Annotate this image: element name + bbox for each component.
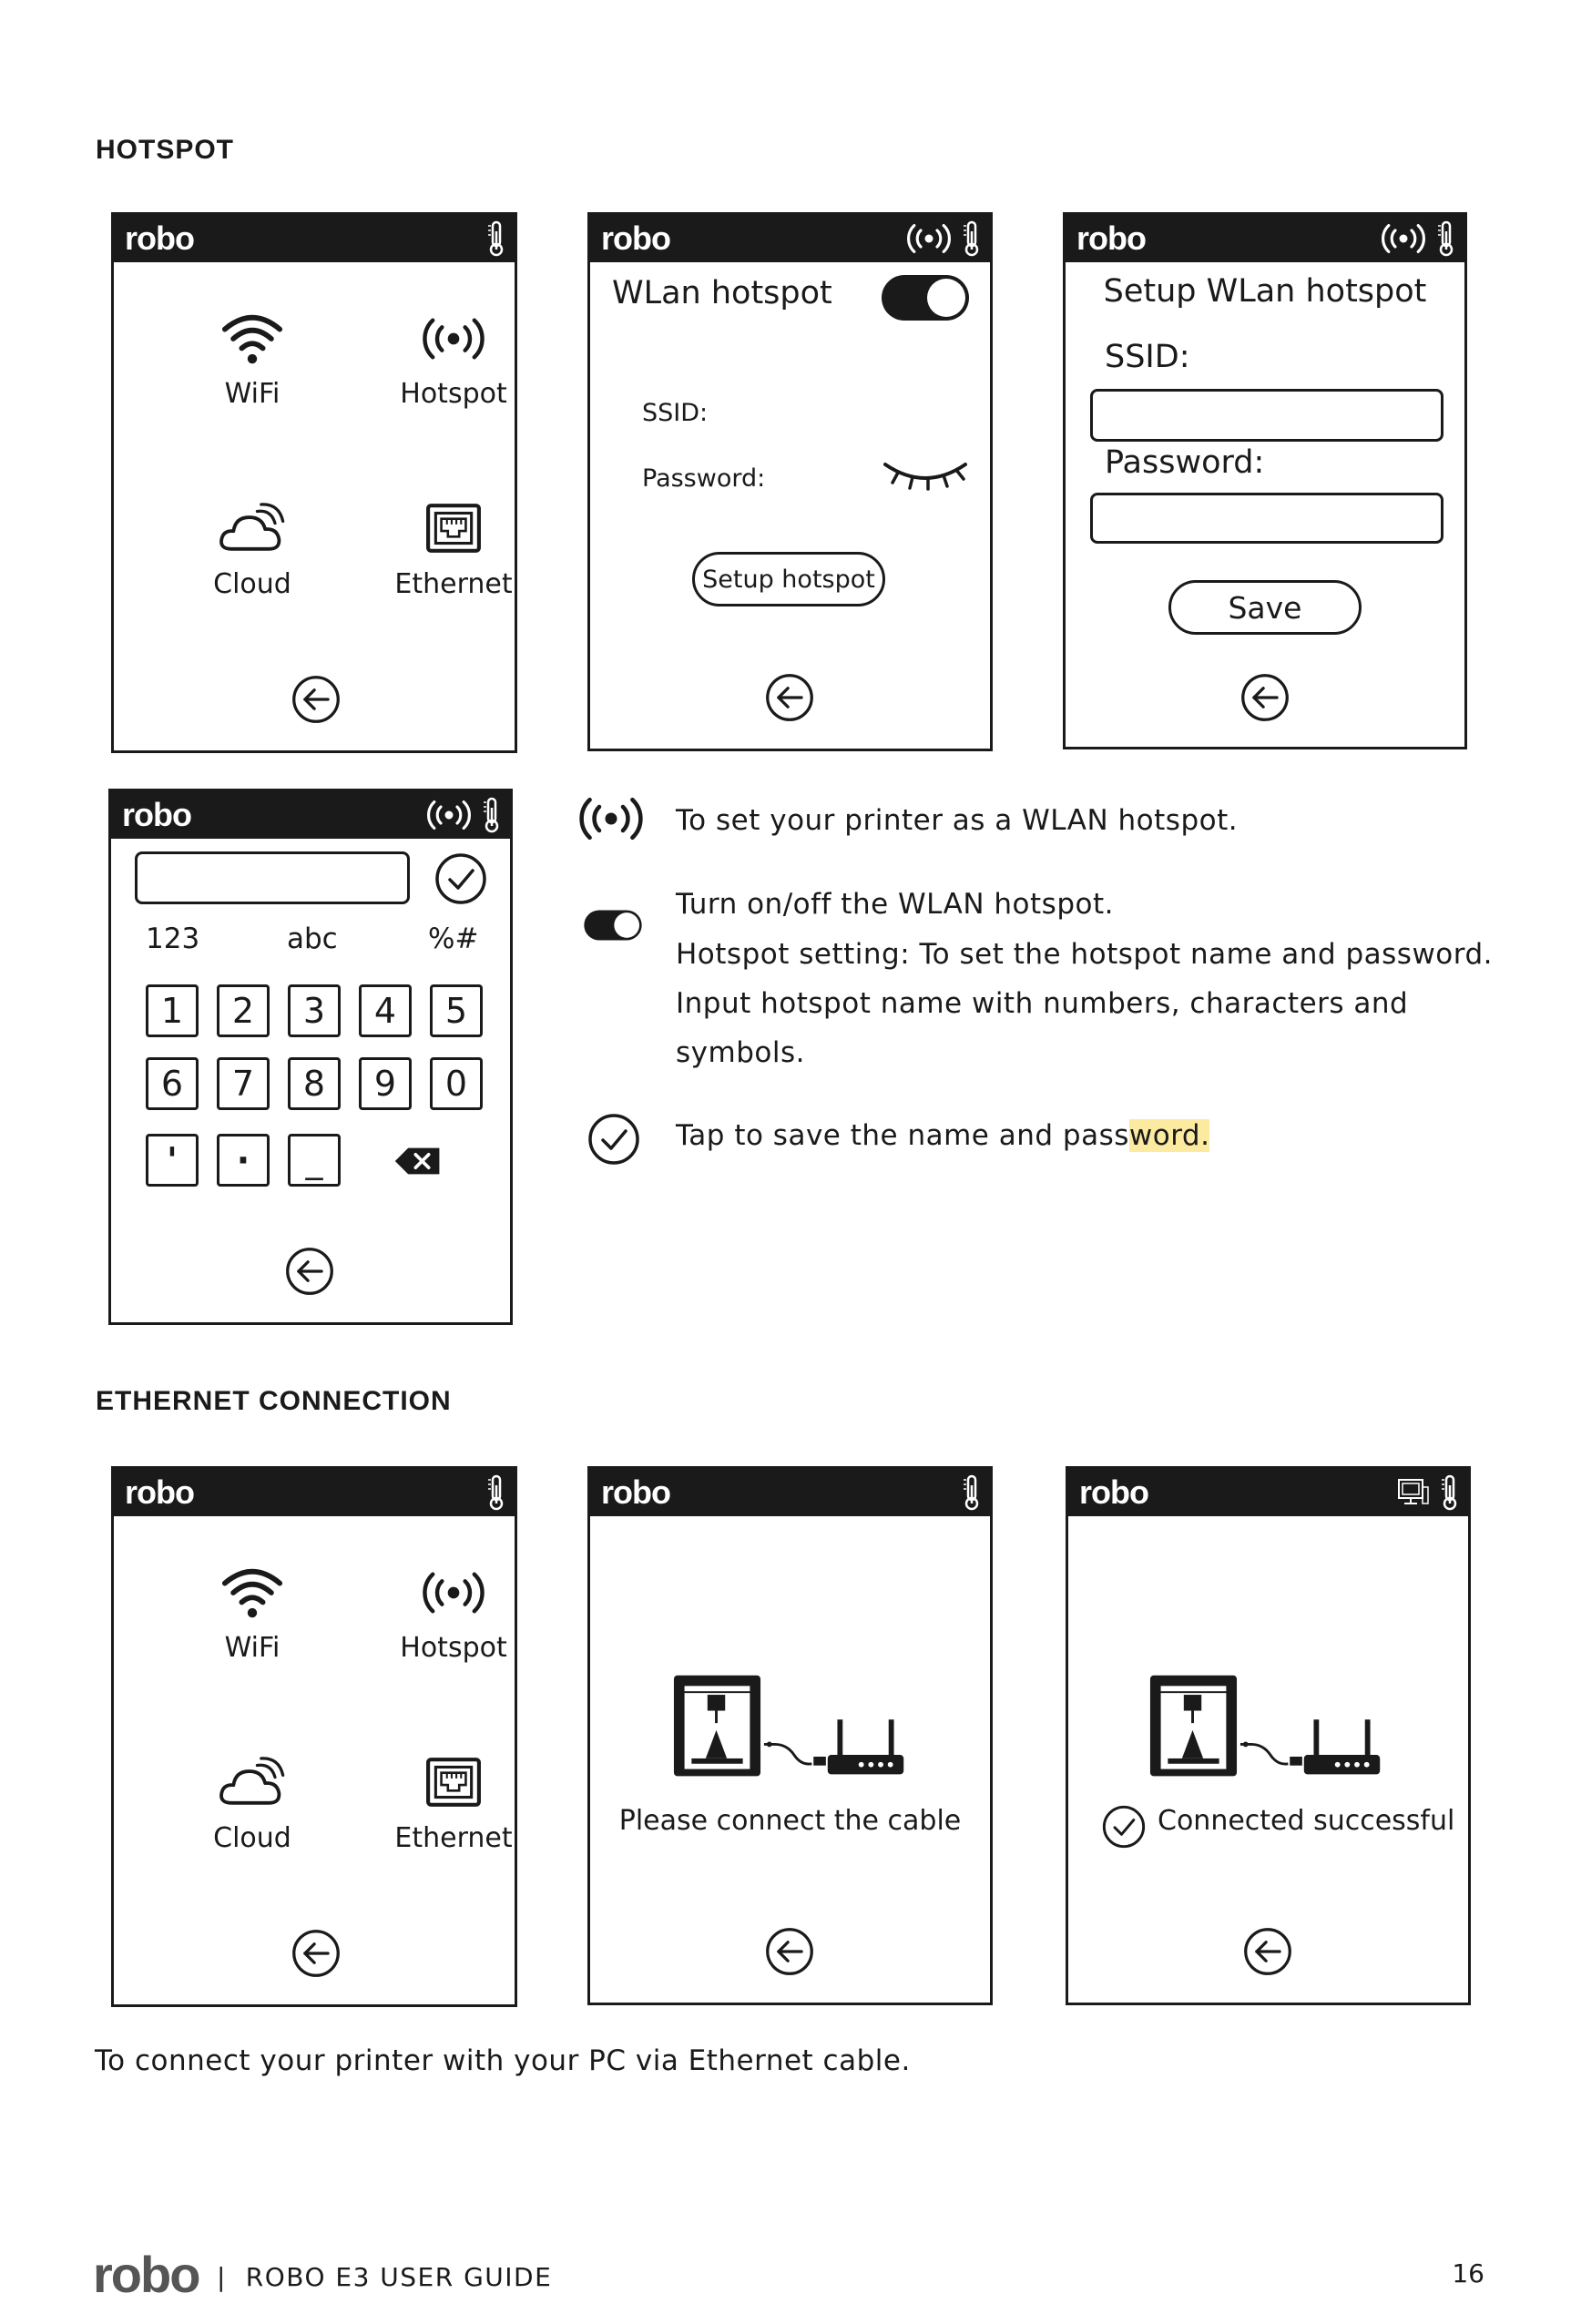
thermometer-icon [487, 220, 505, 257]
menu-label-hotspot: Hotspot [400, 378, 507, 410]
menu-label-cloud: Cloud [213, 1822, 291, 1854]
brand-logo: robo [125, 1473, 194, 1511]
screen-keyboard [108, 789, 513, 1325]
key-1[interactable]: 1 [146, 984, 199, 1037]
page-number: 16 [1452, 2258, 1484, 2288]
screen-header [590, 215, 990, 262]
key-2[interactable]: 2 [217, 984, 270, 1037]
menu-tile-ethernet[interactable] [381, 1755, 526, 1854]
hotspot-status-icon [1379, 222, 1428, 255]
screen-header [111, 791, 510, 839]
tab-symbols[interactable]: %# [428, 922, 479, 955]
key-9[interactable]: 9 [359, 1057, 412, 1110]
key-0[interactable]: 0 [430, 1057, 483, 1110]
screen-ethernet-connect [587, 1466, 993, 2005]
desc-save [676, 1111, 1209, 1160]
key-3[interactable]: 3 [288, 984, 341, 1037]
brand-logo: robo [1079, 1473, 1148, 1511]
thermometer-icon [1441, 1474, 1459, 1511]
hotspot-icon [419, 1566, 488, 1619]
screen-ethernet-connected [1066, 1466, 1471, 2005]
save-button[interactable]: Save [1168, 580, 1362, 635]
back-arrow-icon[interactable] [284, 1246, 335, 1297]
tab-numbers[interactable]: 123 [146, 922, 200, 955]
menu-label-ethernet: Ethernet [394, 568, 513, 600]
back-arrow-icon[interactable] [1239, 672, 1290, 723]
key-4[interactable]: 4 [359, 984, 412, 1037]
desc-hotspot: To set your printer as a WLAN hotspot. [676, 804, 1239, 837]
brand-logo: robo [601, 1473, 670, 1511]
screen-header [1068, 1469, 1468, 1516]
ethernet-icon [425, 1755, 482, 1809]
setup-hotspot-button[interactable]: Setup hotspot [692, 552, 885, 606]
hotspot-legend-icon [576, 791, 647, 846]
back-arrow-icon[interactable] [764, 672, 815, 723]
wifi-icon [219, 1566, 285, 1619]
back-arrow-icon[interactable] [1242, 1926, 1293, 1977]
keyboard-input[interactable] [135, 851, 410, 904]
brand-logo: robo [125, 219, 194, 257]
menu-tile-hotspot[interactable] [381, 312, 526, 410]
screen-main-menu-2 [111, 1466, 517, 2007]
desc-toggle-line4: symbols. [676, 1036, 805, 1069]
printer-router-icon [1148, 1673, 1387, 1780]
setup-password-label: Password: [1105, 444, 1265, 481]
hotspot-icon [419, 312, 488, 365]
check-legend-icon [587, 1112, 641, 1167]
thermometer-icon [963, 220, 981, 257]
key-underscore[interactable]: _ [288, 1134, 341, 1187]
password-label: Password: [642, 464, 766, 493]
thermometer-icon [963, 1474, 981, 1511]
password-input[interactable] [1090, 493, 1443, 544]
desc-save-highlight: word. [1128, 1119, 1210, 1152]
key-7[interactable]: 7 [217, 1057, 270, 1110]
ssid-input[interactable] [1090, 389, 1443, 442]
back-arrow-icon[interactable] [291, 674, 342, 725]
brand-logo: robo [601, 219, 670, 257]
setup-title: Setup WLan hotspot [1103, 273, 1427, 310]
eye-closed-icon[interactable] [880, 455, 971, 492]
menu-tile-wifi[interactable] [179, 312, 325, 410]
thermometer-icon [1437, 220, 1455, 257]
hotspot-title: WLan hotspot [612, 275, 832, 311]
menu-label-cloud: Cloud [213, 568, 291, 600]
back-arrow-icon[interactable] [291, 1928, 342, 1979]
menu-tile-cloud[interactable] [179, 501, 325, 600]
screen-header [1066, 215, 1464, 262]
toggle-legend-icon [583, 909, 643, 942]
footer-logo: robo [93, 2246, 199, 2303]
hotspot-toggle[interactable] [880, 273, 971, 322]
menu-label-wifi: WiFi [224, 378, 281, 410]
printer-router-icon [672, 1673, 911, 1780]
footer-guide-text: ROBO E3 USER GUIDE [245, 2262, 553, 2292]
ethernet-icon [425, 501, 482, 556]
menu-tile-hotspot[interactable] [381, 1566, 526, 1664]
section-title-hotspot: HOTSPOT [96, 135, 235, 165]
cloud-icon [218, 501, 287, 556]
thermometer-icon [483, 797, 501, 833]
menu-tile-cloud[interactable] [179, 1755, 325, 1854]
back-arrow-icon[interactable] [764, 1926, 815, 1977]
key-apostrophe[interactable]: ' [146, 1134, 199, 1187]
menu-tile-ethernet[interactable] [381, 501, 526, 600]
backspace-icon[interactable] [393, 1145, 443, 1177]
screen-header [590, 1469, 990, 1516]
ethernet-status-icon [1395, 1474, 1432, 1511]
hotspot-status-icon [424, 799, 474, 831]
desc-toggle-line1: Turn on/off the WLAN hotspot. [676, 888, 1114, 921]
key-5[interactable]: 5 [430, 984, 483, 1037]
desc-toggle-line3: Input hotspot name with numbers, characters and [676, 987, 1409, 1020]
key-dot[interactable]: · [217, 1134, 270, 1187]
screen-setup-hotspot [1063, 212, 1467, 749]
success-check-icon [1101, 1804, 1147, 1850]
brand-logo: robo [1076, 219, 1146, 257]
tab-letters[interactable]: abc [287, 922, 338, 955]
desc-save-text: Tap to save the name and pass [676, 1119, 1129, 1152]
screen-main-menu [111, 212, 517, 753]
menu-label-ethernet: Ethernet [394, 1822, 513, 1854]
menu-label-hotspot: Hotspot [400, 1632, 507, 1664]
thermometer-icon [487, 1474, 505, 1511]
key-6[interactable]: 6 [146, 1057, 199, 1110]
desc-toggle-line2: Hotspot setting: To set the hotspot name and password. [676, 938, 1493, 971]
cloud-icon [218, 1755, 287, 1809]
connected-message: Connected successful [1158, 1805, 1455, 1837]
menu-label-wifi: WiFi [224, 1632, 281, 1664]
wifi-icon [219, 312, 285, 365]
hotspot-status-icon [904, 222, 954, 255]
screen-wlan-hotspot [587, 212, 993, 751]
screen-header [114, 1469, 515, 1516]
key-8[interactable]: 8 [288, 1057, 341, 1110]
setup-ssid-label: SSID: [1105, 339, 1190, 375]
screen-header [114, 215, 515, 262]
ethernet-caption: To connect your printer with your PC via Ethernet cable. [95, 2044, 911, 2077]
section-title-ethernet: ETHERNET CONNECTION [96, 1386, 452, 1416]
menu-tile-wifi[interactable] [179, 1566, 325, 1664]
footer-guide-title: | ROBO E3 USER GUIDE [217, 2262, 553, 2292]
ssid-label: SSID: [642, 399, 709, 427]
confirm-check-icon[interactable] [434, 851, 488, 906]
brand-logo: robo [122, 796, 191, 833]
connect-cable-message: Please connect the cable [618, 1805, 962, 1837]
